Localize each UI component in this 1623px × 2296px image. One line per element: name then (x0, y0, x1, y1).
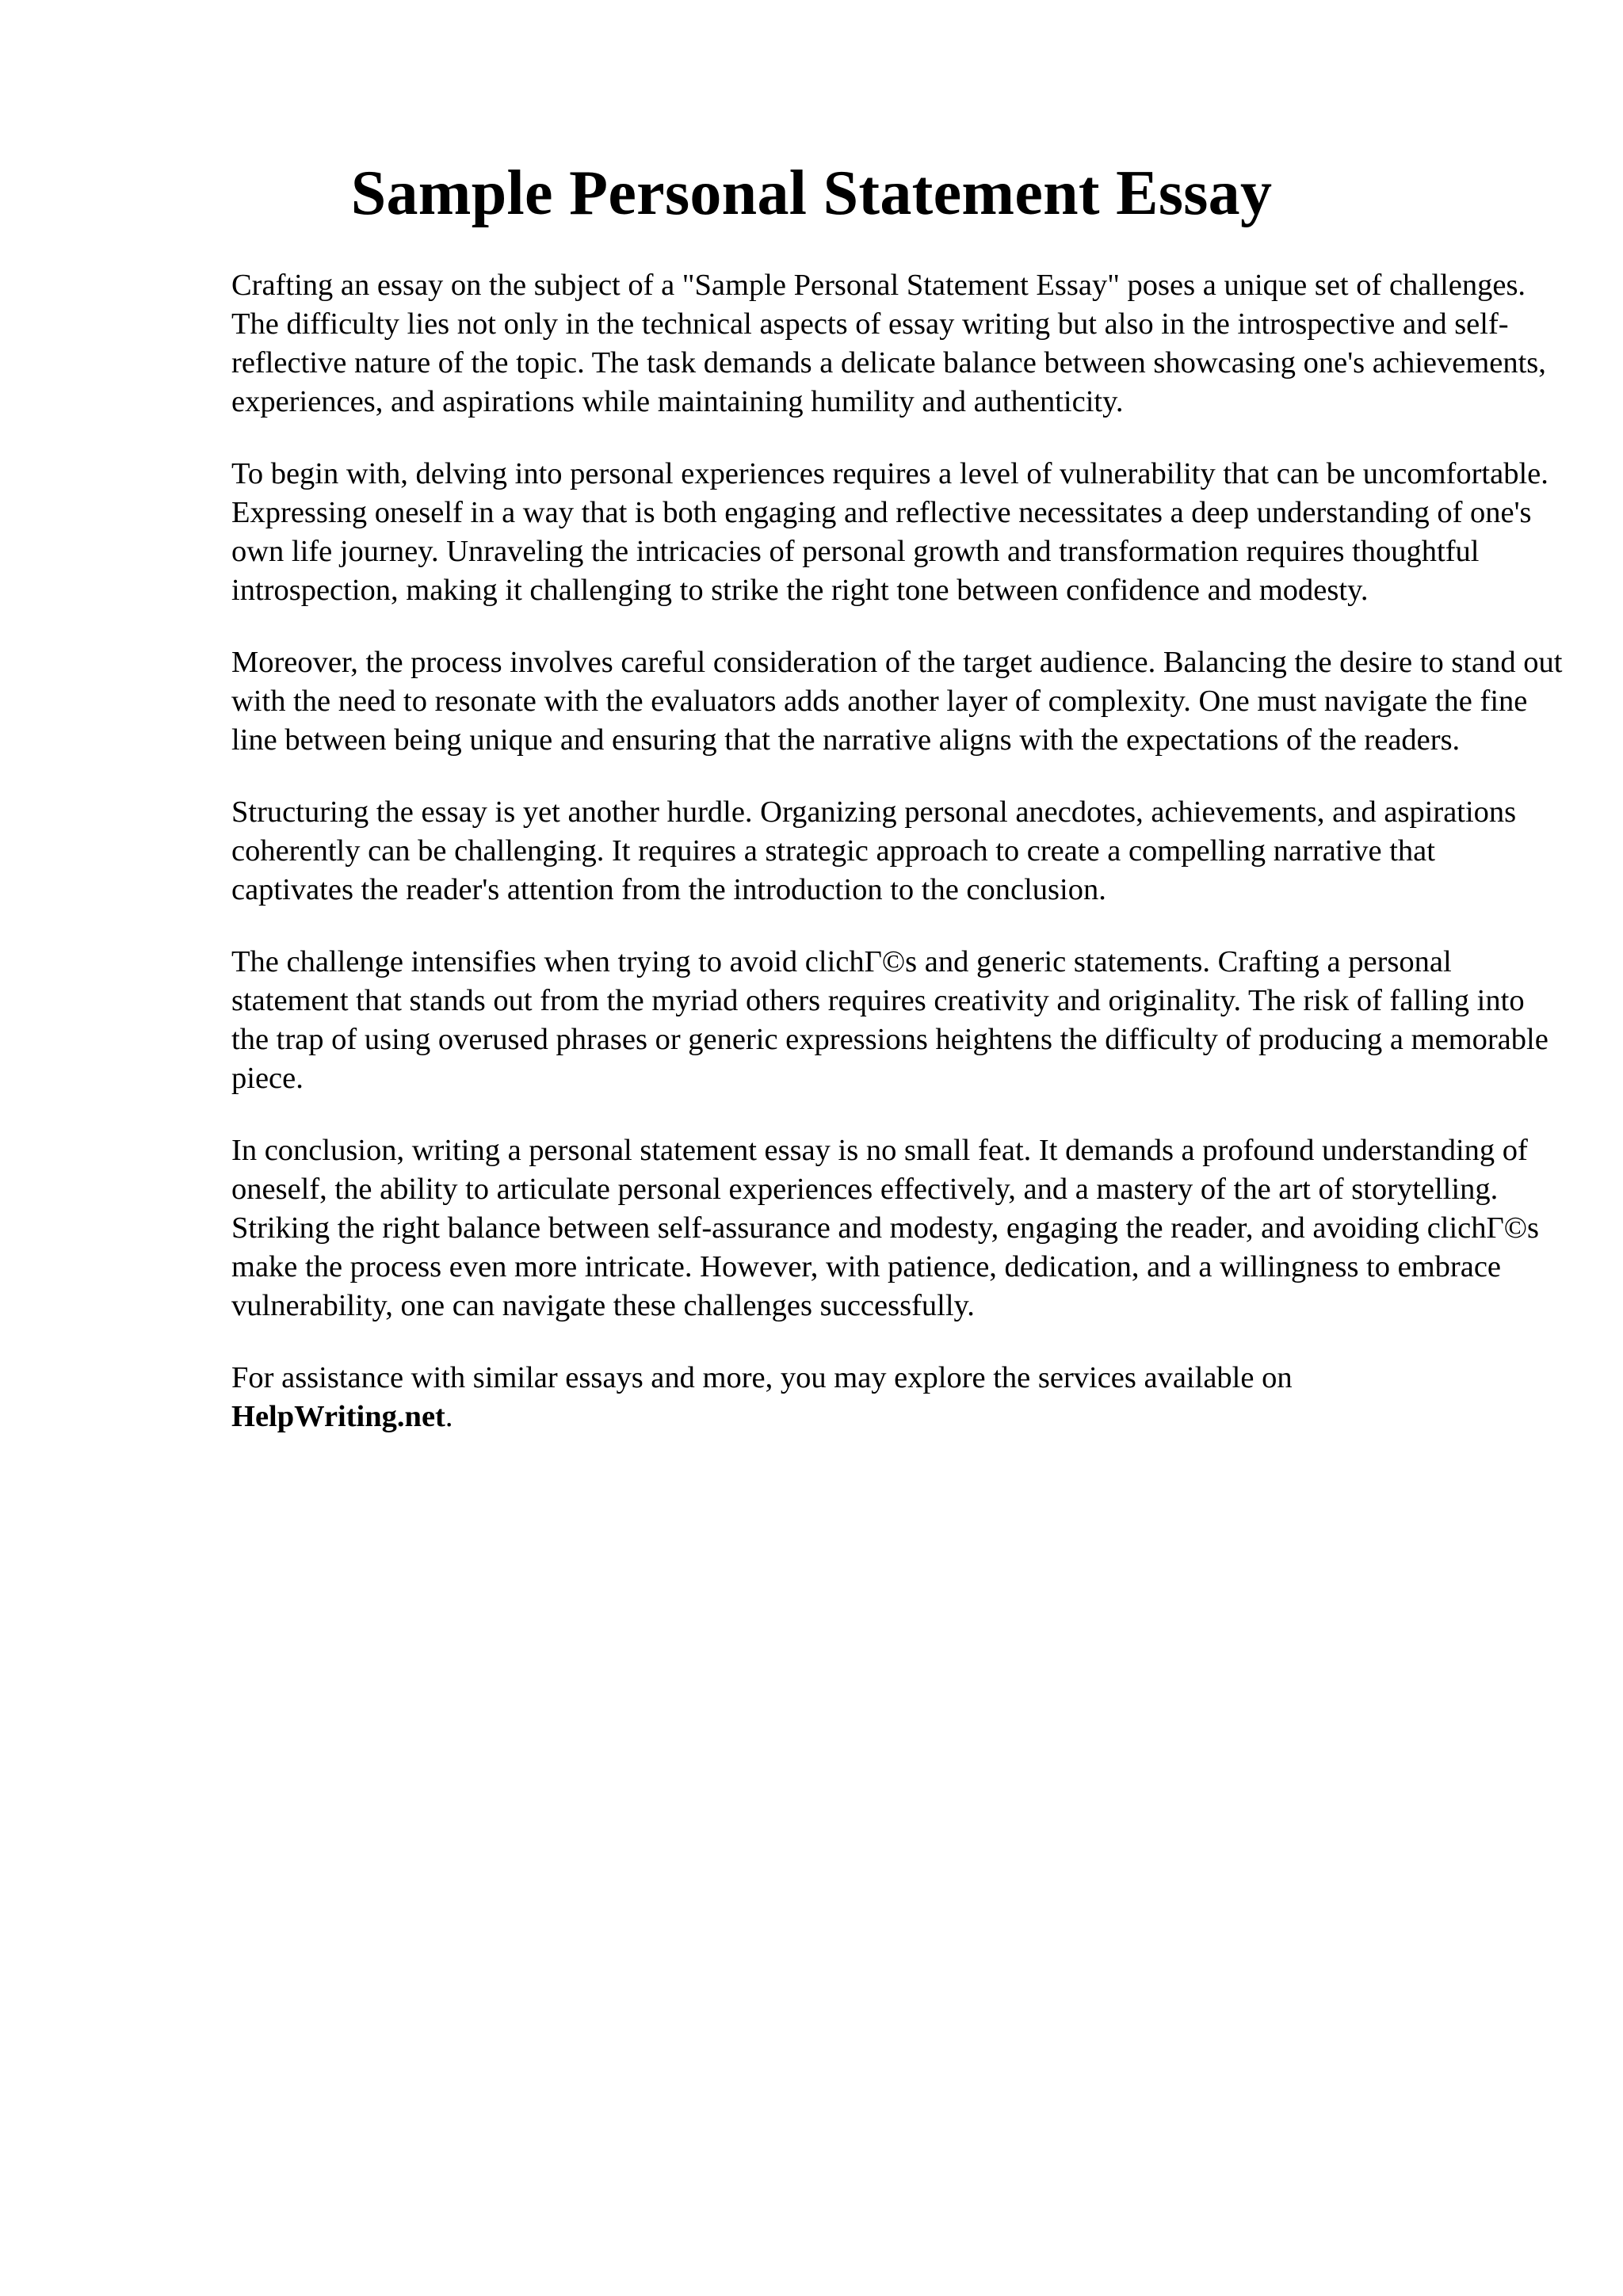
helpwriting-link[interactable]: HelpWriting.net (231, 1400, 445, 1433)
closing-text: For assistance with similar essays and more, you may explore the services available on (231, 1361, 1293, 1394)
document-title: Sample Personal Statement Essay (350, 158, 1273, 228)
closing-period: . (445, 1400, 453, 1433)
paragraph-cliches: The challenge intensifies when trying to avoid clichΓ©s and generic statements. Crafting a personal statement that stands out from the myriad others requires creativity and originality. The risk of falling into the trap of using overused phrases or generic expressions heightens the difficulty of producing a memorable piece. (231, 945, 1549, 1095)
paragraph-structure: Structuring the essay is yet another hurdle. Organizing personal anecdotes, achievements, and aspirations coherently can be challenging. It requires a strategic approach to create a compelling narrative that captivates the reader's attention from the introduction to the conclusion. (231, 795, 1517, 906)
paragraph-vulnerability: To begin with, delving into personal experiences requires a level of vulnerability that can be uncomfortable. Expressing oneself in a way that is both engaging and reflective necessitates a deep understanding of one's own life journey. Unraveling the intricacies of personal growth and transformation requires thoughtful introspection, making it challenging to strike the right tone between confidence and modesty. (231, 457, 1549, 607)
paragraph-intro: Crafting an essay on the subject of a "Sample Personal Statement Essay" poses a unique set of challenges. The difficulty lies not only in the technical aspects of essay writing but also in the introspective and self-reflective nature of the topic. The task demands a delicate balance between showcasing one's achievements, experiences, and aspirations while maintaining humility and authenticity. (231, 269, 1546, 418)
paragraph-audience: Moreover, the process involves careful consideration of the target audience. Balancing the desire to stand out with the need to resonate with the evaluators adds another layer of complexity. One must navigate the fine line between being unique and ensuring that the narrative aligns with the expectations of the readers. (231, 646, 1563, 757)
paragraph-closing (231, 1359, 1563, 1436)
paragraph-conclusion: In conclusion, writing a personal statement essay is no small feat. It demands a profound understanding of oneself, the ability to articulate personal experiences effectively, and a mastery of the art of storytelling. Striking the right balance between self-assurance and modesty, engaging the reader, and avoiding clichΓ©s make the process even more intricate. However, with patience, dedication, and a willingness to embrace vulnerability, one can navigate these challenges successfully. (231, 1134, 1540, 1322)
document-body (231, 266, 1563, 1470)
